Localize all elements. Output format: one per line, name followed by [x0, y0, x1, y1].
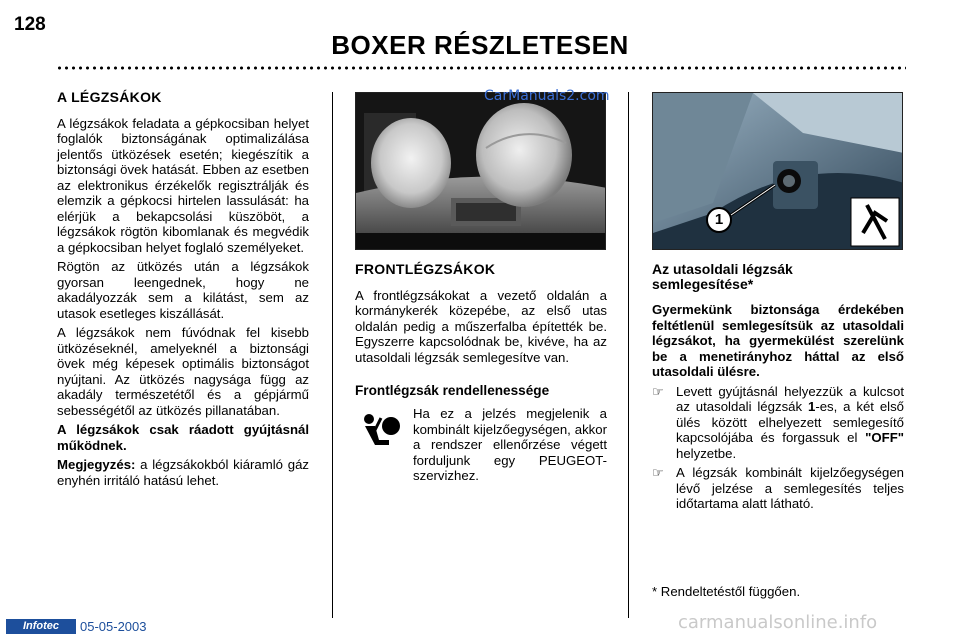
pointing-hand-icon: ☞	[652, 383, 664, 399]
column-divider	[628, 92, 629, 618]
warning-text: Ha ez a jelzés megjelenik a kombinált kijelzőegységen, akkor a rendszer ellenőrzése végett forduljunk egy PEUGEOT-szervizhez.	[413, 406, 607, 483]
footer-date: 05-05-2003	[80, 619, 147, 634]
paragraph: A légzsákok nem fúvódnak fel kisebb ütközéseknél, amelyeknél a biztonsági övek még képesek optimális biztonságot nyújtani. Az ütközés nagysága függ az akadály természetétől és a gépjármű sebességétől az ütközés pillanatában.	[57, 325, 309, 418]
section-heading: FRONTLÉGZSÁKOK	[355, 261, 496, 277]
watermark-bottom[interactable]: carmanualsonline.info	[678, 612, 878, 633]
infotec-logo: Infotec	[6, 619, 76, 634]
watermark-top[interactable]: CarManuals2.com	[484, 88, 610, 104]
airbags-intro-column	[57, 90, 309, 492]
child-safety-warning: Gyermekünk biztonsága érdekében feltétlenül semlegesítsük az utasoldali légzsákot, ha gyermekülést szerelünk be a menetirányhoz háttal az első utasoldali ülésre.	[652, 302, 904, 379]
remark-text: a légzsákokból kiáramló gáz enyhén irritáló hatású lehet.	[57, 457, 309, 488]
remark-label: Megjegyzés:	[57, 457, 136, 472]
column-divider	[332, 92, 333, 618]
section-heading: Az utasoldali légzsák semlegesítése*	[652, 261, 793, 292]
remark	[57, 457, 309, 488]
callout-number: 1	[714, 211, 724, 228]
paragraph: Rögtön az ütközés után a légzsákok gyorsan leengednek, hogy ne akadályozzák sem a kilátást, sem az utasok esetleges kiszállását.	[57, 259, 309, 321]
ignition-note: A légzsákok csak ráadott gyújtásnál működnek.	[57, 422, 309, 453]
subsection-heading: Frontlégzsák rendellenessége	[355, 383, 550, 398]
front-airbags-column	[355, 262, 607, 488]
page-title: BOXER RÉSZLETESEN	[331, 30, 629, 60]
pointing-hand-icon: ☞	[652, 465, 664, 480]
instruction-list	[652, 384, 904, 512]
section-heading: A LÉGZSÁKOK	[57, 89, 162, 105]
dotted-divider	[56, 66, 906, 70]
passenger-airbag-column	[652, 262, 904, 516]
paragraph: A légzsákok feladata a gépkocsiban helyet foglalók biztonságának optimalizálása jelentős ütközések esetén; kiegészítik a biztonsági övek hatását. Ebben az esetben az elektronikus érzékelők regisztrálják és elemzik a gépkocsi hirtelen lassulását: ha elérjük a bekapcsolási küszöböt, a légzsákok rögtön kibomlanak és megvédik a gépkocsiban helyet foglaló személyeket.	[57, 115, 309, 255]
page-number: 128	[14, 14, 46, 35]
list-item: ☞ Levett gyújtásnál helyezzük a kulcsot az utasoldali légzsák 1-es, a két első ülés között elhelyezett semlegesítő kapcsolójába és forgassuk el "OFF" helyzetbe.	[652, 383, 905, 461]
list-item: ☞ A légzsák kombinált kijelzőegységen lévő jelzése a semlegesítés teljes időtartama alatt látható.	[652, 465, 904, 511]
paragraph: A frontlégzsákokat a vezető oldalán a kormánykerék közepébe, az első utas oldalán pedig a műszerfalba építették be. Egyszerre kapcsolódnak be, kivéve, ha az utasoldali légzsák semlegesítve van.	[355, 287, 607, 365]
footnote: * Rendeltetéstől függően.	[652, 584, 801, 599]
dashboard-airbags-photo	[355, 92, 606, 250]
deactivation-switch-photo	[652, 92, 903, 250]
airbag-warning-row	[355, 406, 607, 484]
airbag-warning-icon	[355, 410, 405, 450]
